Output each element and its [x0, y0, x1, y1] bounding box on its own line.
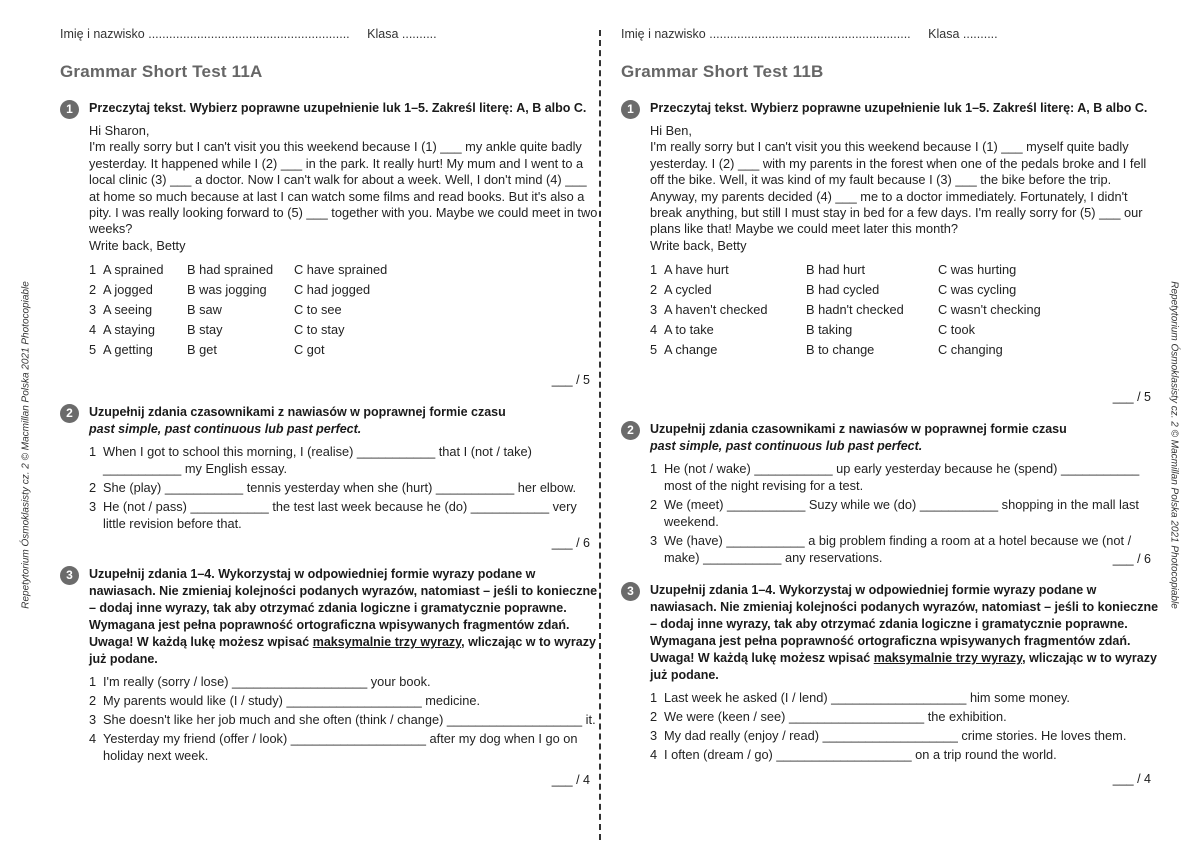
option-b[interactable]: B taking [806, 322, 853, 338]
option-a[interactable]: A jogged [103, 282, 153, 298]
gap-fill-item[interactable]: 2 She (play) ___________ tennis yesterday when she (hurt) ___________ her elbow. [89, 480, 577, 495]
letter-signoff: Write back, Betty [650, 237, 747, 253]
transformation-item[interactable]: 1 I'm really (sorry / lose) ___________________ your book. [89, 674, 431, 689]
transformation-list [621, 689, 1159, 763]
exercise-instruction: 2 Uzupełnij zdania czasownikami z nawiasów w poprawnej formie czasu past simple, past continuous lub past perfect. [621, 421, 1159, 455]
exercise-number-badge: 2 [60, 404, 79, 423]
exercise-number-badge: 3 [621, 582, 640, 601]
transformation-item[interactable]: 4 Yesterday my friend (offer / look) ___________________ after my dog when I go on holiday next week. [89, 731, 578, 763]
options-row: 2 A jogged B was jogging C had jogged [89, 282, 387, 302]
exercise-instruction: 1 Przeczytaj tekst. Wybierz poprawne uzupełnienie luk 1–5. Zakreśl literę: A, B albo C. [621, 100, 1159, 117]
option-b[interactable]: B had hurt [806, 262, 866, 278]
class-field[interactable]: Klasa .......... [367, 27, 437, 41]
option-c[interactable]: C took [938, 322, 975, 338]
exercise-instruction: 2 Uzupełnij zdania czasownikami z nawiasów w poprawnej formie czasu past simple, past continuous lub past perfect. [60, 404, 598, 438]
option-b[interactable]: B stay [187, 322, 223, 338]
option-a[interactable]: A seeing [103, 302, 153, 318]
side-copyright-left: Repetytorium Ósmoklasisty cz. 2 © Macmillan Polska 2021 Photocopiable [20, 281, 32, 609]
options-row: 5 A getting B get C got [89, 342, 387, 362]
option-b[interactable]: B was jogging [187, 282, 267, 298]
letter-body: I'm really sorry but I can't visit you this weekend because I (1) ___ myself quite badly yesterday. I (2) ___ with my parents in the forest when one of the pedals broke and I fell off the bike. Well, it was kind of my fault because I (3) ___ the bike before the trip. Anyway, my parents decided (4) ___ me to a doctor immediately. Fortunately, I didn't break anything, but still I must stay in bed for a few days. I'm really sorry for (5) ___ our plans like that! Maybe we could meet later this month? [650, 139, 1147, 237]
exercise-3 [60, 566, 598, 787]
option-c[interactable]: C was hurting [938, 262, 1017, 278]
option-c[interactable]: C was cycling [938, 282, 1017, 298]
options-row: 1 A sprained B had sprained C have sprained [89, 262, 387, 282]
gap-fill-item[interactable]: 3 He (not / pass) ___________ the test last week because he (do) ___________ very little revision before that. [89, 499, 577, 531]
option-a[interactable]: A change [664, 342, 718, 358]
options-row: 3 A haven't checked B hadn't checked C wasn't checking [650, 302, 1041, 322]
score-box[interactable]: ___ / 5 [1112, 390, 1151, 404]
options-table [650, 262, 1041, 362]
option-a[interactable]: A sprained [103, 262, 164, 278]
option-b[interactable]: B to change [806, 342, 875, 358]
name-field[interactable]: Imię i nazwisko .......................................................... [60, 27, 350, 41]
cut-line [599, 30, 601, 840]
options-row: 4 A staying B stay C to stay [89, 322, 387, 342]
exercise-2 [621, 421, 1159, 568]
gap-fill-list [621, 460, 1159, 566]
option-b[interactable]: B hadn't checked [806, 302, 904, 318]
gap-fill-item[interactable]: 1 He (not / wake) ___________ up early yesterday because he (spend) ___________ most of the night revising for a test. [650, 461, 1140, 493]
option-c[interactable]: C had jogged [294, 282, 371, 298]
option-b[interactable]: B get [187, 342, 217, 358]
option-a[interactable]: A have hurt [664, 262, 729, 278]
option-a[interactable]: A haven't checked [664, 302, 768, 318]
option-c[interactable]: C wasn't checking [938, 302, 1041, 318]
score-box[interactable]: ___ / 4 [1112, 772, 1151, 786]
option-c[interactable]: C to stay [294, 322, 345, 338]
score-box[interactable]: ___ / 6 [551, 536, 590, 550]
test-b [621, 0, 1159, 849]
gap-fill-item[interactable]: 3 We (have) ___________ a big problem finding a room at a hotel because we (not / make) ___________ any reservations. [650, 533, 1132, 565]
exercise-instruction: 3 Uzupełnij zdania 1–4. Wykorzystaj w odpowiedniej formie wyrazy podane w nawiasach. Nie zmieniaj kolejności podanych wyrazów, natomiast – jeśli to konieczne – dodaj inne wyrazy, tak aby otrzymać zdania logiczne i gramatycznie poprawne. Wymagana jest pełna poprawność ortograficzna wpisywanych fragmentów zdań. Uwaga! W każdą lukę możesz wpisać maksymalnie trzy wyrazy, wliczając w to wyrazy już podane. [60, 566, 598, 668]
transformation-item[interactable]: 3 She doesn't like her job much and she often (think / change) ___________________ it. [89, 712, 596, 727]
options-row: 5 A change B to change C changing [650, 342, 1041, 362]
side-copyright-right: Repetytorium Ósmoklasisty cz. 2 © Macmillan Polska 2021 Photocopiable [1168, 281, 1180, 609]
transformation-item[interactable]: 1 Last week he asked (I / lend) ___________________ him some money. [650, 690, 1070, 705]
test-a [60, 0, 598, 849]
letter-body: I'm really sorry but I can't visit you this weekend because I (1) ___ my ankle quite badly yesterday. It happened while I (2) ___ in the park. It really hurt! My mum and I went to a local clinic (3) ___ a doctor. Now I can't walk for about a week. Well, I don't mind (4) ___ at home so much because at last I can watch some films and read books. But it's also a pity. I was really looking forward to (5) ___ together with you. Maybe we could meet in two weeks? [89, 139, 598, 237]
exercise-instruction: 1 Przeczytaj tekst. Wybierz poprawne uzupełnienie luk 1–5. Zakreśl literę: A, B albo C. [60, 100, 598, 117]
score-box[interactable]: ___ / 5 [551, 373, 590, 387]
test-title: Grammar Short Test 11B [621, 62, 824, 81]
letter-signoff: Write back, Betty [89, 237, 186, 253]
option-c[interactable]: C to see [294, 302, 342, 318]
option-b[interactable]: B saw [187, 302, 222, 318]
exercise-instruction: 3 Uzupełnij zdania 1–4. Wykorzystaj w odpowiedniej formie wyrazy podane w nawiasach. Nie zmieniaj kolejności podanych wyrazów, natomiast – jeśli to konieczne – dodaj inne wyrazy, tak aby otrzymać zdania logiczne i gramatycznie poprawne. Wymagana jest pełna poprawność ortograficzna wpisywanych fragmentów zdań. Uwaga! W każdą lukę możesz wpisać maksymalnie trzy wyrazy, wliczając w to wyrazy już podane. [621, 582, 1159, 684]
letter-greeting: Hi Ben, [650, 123, 692, 138]
letter-text [621, 123, 1159, 254]
header [621, 27, 998, 41]
option-c[interactable]: C got [294, 342, 325, 358]
test-title: Grammar Short Test 11A [60, 62, 263, 81]
transformation-list [60, 673, 598, 764]
exercise-number-badge: 2 [621, 421, 640, 440]
letter-text [60, 123, 598, 254]
gap-fill-list [60, 443, 598, 532]
gap-fill-item[interactable]: 1 When I got to school this morning, I (realise) ___________ that I (not / take) ___________ my English essay. [89, 444, 532, 476]
letter-greeting: Hi Sharon, [89, 123, 150, 138]
exercise-3 [621, 582, 1159, 786]
option-a[interactable]: A getting [103, 342, 153, 358]
option-b[interactable]: B had cycled [806, 282, 880, 298]
options-row: 1 A have hurt B had hurt C was hurting [650, 262, 1041, 282]
exercise-1 [60, 100, 598, 387]
transformation-item[interactable]: 2 We were (keen / see) ___________________ the exhibition. [650, 709, 1007, 724]
options-row: 4 A to take B taking C took [650, 322, 1041, 342]
transformation-item[interactable]: 2 My parents would like (I / study) ___________________ medicine. [89, 693, 481, 708]
name-field[interactable]: Imię i nazwisko .......................................................... [621, 27, 911, 41]
option-a[interactable]: A to take [664, 322, 714, 338]
option-b[interactable]: B had sprained [187, 262, 274, 278]
header [60, 27, 437, 41]
options-row: 3 A seeing B saw C to see [89, 302, 387, 322]
options-row: 2 A cycled B had cycled C was cycling [650, 282, 1041, 302]
exercise-1 [621, 100, 1159, 404]
exercise-2 [60, 404, 598, 550]
exercise-number-badge: 3 [60, 566, 79, 585]
class-field[interactable]: Klasa .......... [928, 27, 998, 41]
score-box[interactable]: ___ / 4 [551, 773, 590, 787]
exercise-number-badge: 1 [621, 100, 640, 119]
option-c[interactable]: C changing [938, 342, 1003, 358]
gap-fill-item[interactable]: 2 We (meet) ___________ Suzy while we (do) ___________ shopping in the mall last weekend. [650, 497, 1139, 529]
option-a[interactable]: A cycled [664, 282, 712, 298]
transformation-item[interactable]: 3 My dad really (enjoy / read) ___________________ crime stories. He loves them. [650, 728, 1127, 743]
options-table [89, 262, 387, 362]
transformation-item[interactable]: 4 I often (dream / go) ___________________ on a trip round the world. [650, 747, 1057, 762]
score-box[interactable]: ___ / 6 [1112, 552, 1151, 566]
exercise-number-badge: 1 [60, 100, 79, 119]
option-a[interactable]: A staying [103, 322, 155, 338]
option-c[interactable]: C have sprained [294, 262, 388, 278]
